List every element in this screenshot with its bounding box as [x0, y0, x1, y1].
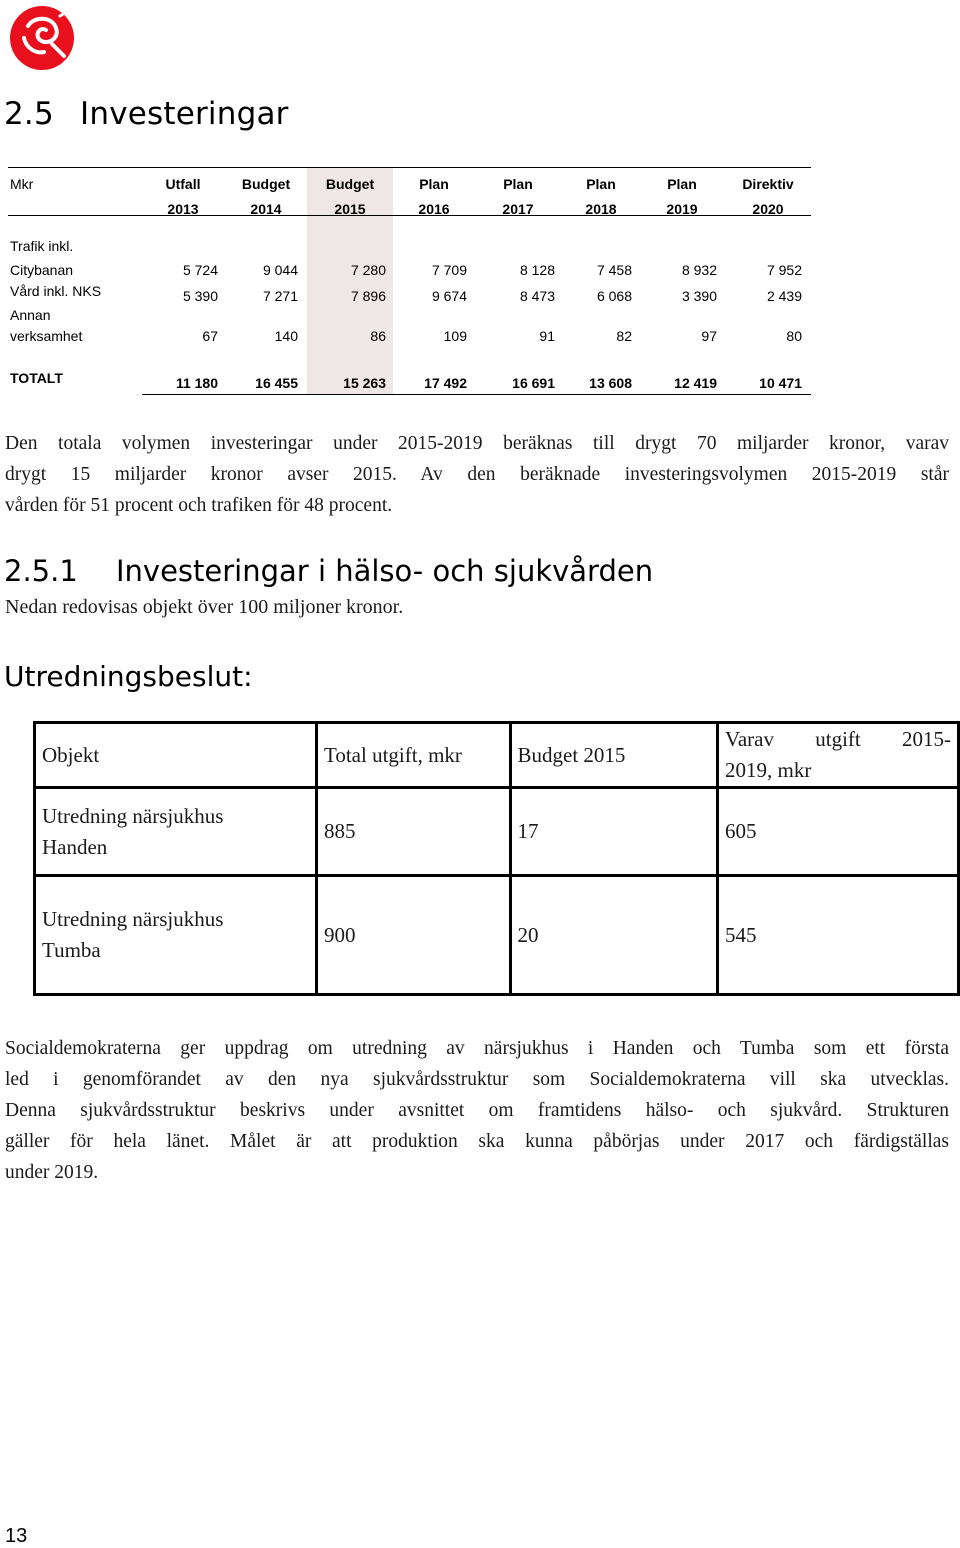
object-cell: Utredning närsjukhus Handen	[35, 788, 317, 876]
column-header-year: 2014	[250, 201, 282, 217]
paragraph-line: Denna sjukvårdsstruktur beskrivs under avsnittet om framtidens hälso- och sjukvård. Strukturen	[5, 1100, 949, 1121]
table-cell: 67	[202, 328, 218, 344]
row-label: verksamhet	[10, 328, 83, 344]
column-header-year: 2018	[585, 201, 617, 217]
table-cell: 97	[701, 328, 717, 344]
budget-cell: 17	[510, 788, 717, 876]
total-cell: 17 492	[424, 375, 467, 391]
paragraph-line: gäller för hela länet. Målet är att produktion ska kunna påbörjas under 2017 och färdigställas	[5, 1131, 949, 1152]
total-cell: 16 455	[255, 375, 298, 391]
column-header-label: Plan	[503, 176, 533, 192]
row-label: Citybanan	[10, 262, 74, 278]
varav-cell: 545	[718, 876, 959, 995]
section-heading	[4, 96, 289, 132]
table-cell: 80	[786, 328, 802, 344]
table-cell: 3 390	[681, 288, 717, 304]
table-cell: 82	[616, 328, 632, 344]
paragraph-line: Den totala volymen investeringar under 2015-2019 beräknas till drygt 70 miljarder kronor, varav	[5, 433, 949, 454]
header-cell-line: 2019, mkr	[725, 758, 812, 782]
table-cell: 7 952	[766, 262, 802, 278]
column-header-year: 2020	[752, 201, 784, 217]
subsection-number: 2.5.1	[4, 554, 78, 588]
table-row	[35, 788, 959, 876]
column-header-label: Budget	[325, 176, 375, 192]
unit-label: Mkr	[10, 176, 34, 192]
paragraph-line: Socialdemokraterna ger uppdrag om utredning av närsjukhus i Handen och Tumba som ett första	[5, 1038, 949, 1059]
total-cell: 16 691	[512, 375, 555, 391]
subsection-intro: Nedan redovisas objekt över 100 miljoner kronor.	[5, 596, 404, 618]
column-header-year: 2016	[418, 201, 450, 217]
table-cell: 7 280	[350, 262, 386, 278]
total-label: TOTALT	[10, 370, 63, 386]
column-header-label: Utfall	[165, 176, 201, 192]
table-bottom-rule	[142, 394, 811, 395]
column-header-year: 2019	[666, 201, 698, 217]
table-header-row	[35, 723, 959, 788]
budget-cell: 20	[510, 876, 717, 995]
object-table	[33, 721, 960, 996]
section-title: Investeringar	[80, 96, 289, 132]
total-cost-cell: 900	[316, 876, 510, 995]
table-cell: 109	[443, 328, 467, 344]
table-cell: 86	[370, 328, 386, 344]
section-number: 2.5	[4, 96, 54, 132]
table-cell: 7 271	[262, 288, 298, 304]
table-top-rule	[8, 167, 811, 168]
total-cell: 11 180	[175, 375, 218, 391]
table-cell: 8 128	[519, 262, 555, 278]
total-cell: 15 263	[343, 375, 386, 391]
column-header-label: Plan	[586, 176, 616, 192]
table-cell: 9 674	[431, 288, 467, 304]
table-row	[35, 876, 959, 995]
varav-cell: 605	[718, 788, 959, 876]
paragraph-line: under 2019.	[5, 1162, 99, 1183]
total-cell: 12 419	[674, 375, 717, 391]
table-cell: 7 896	[350, 288, 386, 304]
row-label: Vård inkl. NKS	[10, 283, 102, 299]
column-header-label: Direktiv	[742, 176, 794, 192]
column-header-label: Budget	[241, 176, 291, 192]
table-cell: 7 709	[431, 262, 467, 278]
column-header-year: 2017	[502, 201, 534, 217]
rose-logo-icon	[8, 4, 76, 72]
column-header-label: Plan	[667, 176, 697, 192]
body-paragraph	[5, 1033, 949, 1188]
intro-paragraph	[5, 428, 949, 521]
header-cell: Objekt	[35, 723, 317, 788]
table-cell: 8 932	[681, 262, 717, 278]
table-cell: 91	[539, 328, 555, 344]
row-label: Annan	[10, 307, 51, 323]
table-cell: 2 439	[766, 288, 802, 304]
column-header-label: Plan	[419, 176, 449, 192]
decision-heading: Utredningsbeslut:	[4, 660, 253, 693]
total-cell: 13 608	[589, 375, 632, 391]
table-cell: 5 724	[182, 262, 218, 278]
header-cell: Total utgift, mkr	[316, 723, 510, 788]
table-cell: 6 068	[596, 288, 632, 304]
paragraph-line: led i genomförandet av den nya sjukvårdsstruktur som Socialdemokraterna vill ska utvecklas.	[5, 1069, 949, 1090]
paragraph-line: vården för 51 procent och trafiken för 48 procent.	[5, 495, 393, 516]
header-cell: Budget 2015	[510, 723, 717, 788]
object-cell: Utredning närsjukhus Tumba	[35, 876, 317, 995]
page-number: 13	[5, 1525, 28, 1547]
investment-table	[0, 160, 812, 400]
table-cell: 5 390	[182, 288, 218, 304]
paragraph-line: drygt 15 miljarder kronor avser 2015. Av den beräknade investeringsvolymen 2015-2019 står	[5, 464, 949, 485]
subsection-title: Investeringar i hälso- och sjukvården	[116, 554, 654, 588]
subsection-heading	[4, 554, 653, 588]
table-cell: 8 473	[519, 288, 555, 304]
header-cell-line: Varav utgift 2015-	[725, 727, 951, 751]
total-cell: 10 471	[759, 375, 802, 391]
header-cell	[718, 723, 959, 788]
column-header-year: 2015	[334, 201, 366, 217]
table-cell: 140	[274, 328, 298, 344]
table-cell: 9 044	[262, 262, 298, 278]
table-cell: 7 458	[596, 262, 632, 278]
total-cost-cell: 885	[316, 788, 510, 876]
column-header-year: 2013	[167, 201, 199, 217]
row-label: Trafik inkl.	[10, 238, 74, 254]
